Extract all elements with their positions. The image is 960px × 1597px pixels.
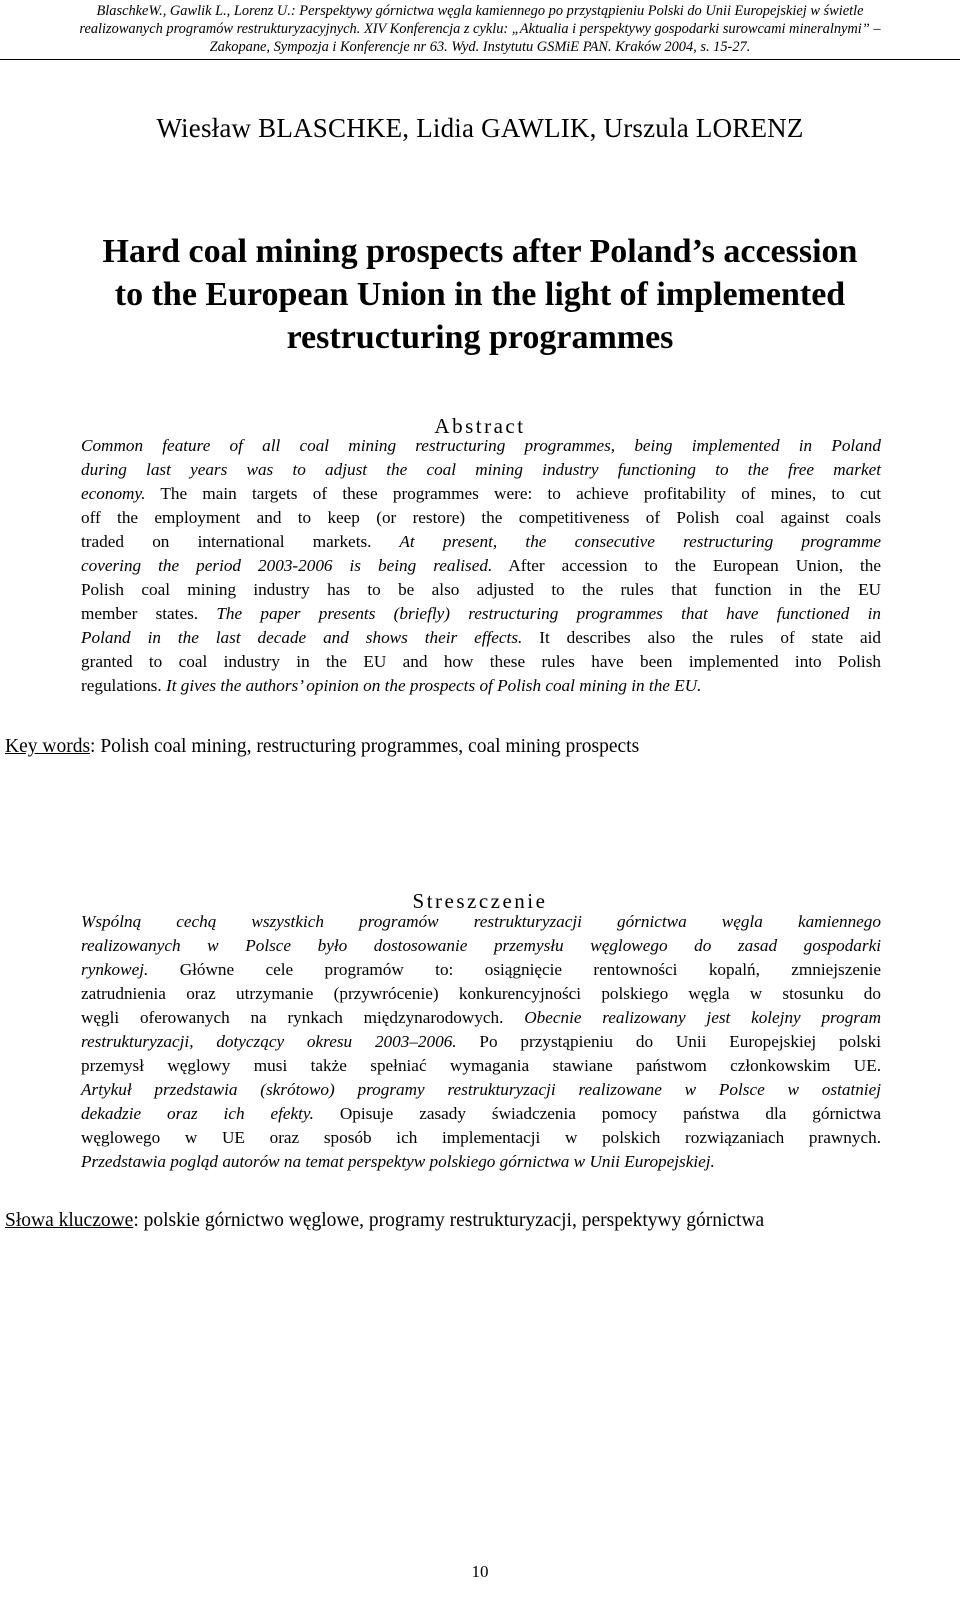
text-run: It gives the authors’ opinion on the prospects of Polish coal mining in the EU. [161, 676, 702, 695]
paragraph-line [81, 650, 881, 674]
text-run: rynkowej. [81, 960, 149, 979]
text-run: off the employment and to keep (or restore) the competitiveness of Polish coal against coals [81, 508, 881, 527]
text-run: Po przystąpieniu do Unii Europejskiej polski [456, 1032, 881, 1051]
text-run: during last years was to adjust the coal mining industry functioning to the free market [81, 460, 881, 479]
text-run: Poland in the last decade and shows their effects. [81, 628, 523, 647]
paragraph-line [81, 1102, 881, 1126]
paper-title [20, 230, 940, 359]
keywords [5, 735, 639, 759]
text-run: Główne cele programów to: osiągnięcie rentowności kopalń, zmniejszenie [148, 960, 881, 979]
text-run: At present, the consecutive restructuring programme [371, 532, 881, 551]
text-run: Obecnie realizowany jest kolejny program [503, 1008, 881, 1027]
text-run: węgli oferowanych na rynkach międzynarodowych. [81, 1008, 504, 1027]
header-divider [0, 59, 960, 60]
text-run: Artykuł przedstawia (skrótowo) programy restrukturyzacji realizowane w Polsce w ostatniej [81, 1080, 881, 1099]
paragraph-line [81, 626, 881, 650]
text-run: The paper presents (briefly) restructuring programmes that have functioned in [198, 604, 881, 623]
paragraph-line [81, 1078, 881, 1102]
text-run: Polish coal mining industry has to be also adjusted to the rules that function in the EU [81, 580, 881, 599]
abstract-heading: Abstract [434, 414, 526, 438]
text-run: economy. [81, 484, 146, 503]
authors: Wiesław BLASCHKE, Lidia GAWLIK, Urszula LORENZ [156, 113, 804, 143]
slowa-kluczowe-label: Słowa kluczowe [5, 1210, 134, 1231]
paragraph-line [81, 1030, 881, 1054]
paragraph-line [81, 958, 881, 982]
text-run: zatrudnienia oraz utrzymanie (przywrócenie) konkurencyjności polskiego węgla w stosunku do [81, 984, 881, 1003]
text-run: węglowego w UE oraz sposób ich implementacji w polskich rozwiązaniach prawnych. [81, 1128, 881, 1147]
text-run: dekadzie oraz ich efekty. [81, 1104, 314, 1123]
title-line: Hard coal mining prospects after Poland’s accession [102, 233, 858, 270]
text-run: After accession to the European Union, the [492, 556, 881, 575]
paragraph-line [81, 458, 881, 482]
abstract-body [81, 434, 881, 698]
title-line: restructuring programmes [286, 319, 674, 356]
paragraph-line [81, 674, 881, 698]
keywords-text: : Polish coal mining, restructuring programmes, coal mining prospects [90, 736, 640, 757]
paragraph-line [81, 1126, 881, 1150]
text-run: traded on international markets. [81, 532, 372, 551]
text-run: granted to coal industry in the EU and how these rules have been implemented into Polish [81, 652, 881, 671]
text-run: Przedstawia pogląd autorów na temat perspektyw polskiego górnictwa w Unii Europejskiej. [81, 1152, 715, 1171]
paragraph-line [81, 910, 881, 934]
paragraph-line [81, 506, 881, 530]
text-run: covering the period 2003-2006 is being realised. [81, 556, 493, 575]
text-run: restrukturyzacji, dotyczący okresu 2003–2006. [81, 1032, 457, 1051]
page-number: 10 [471, 1562, 489, 1581]
text-run: Common feature of all coal mining restructuring programmes, being implemented in Poland [81, 436, 881, 455]
streszczenie-heading: Streszczenie [412, 889, 548, 913]
slowa-kluczowe [5, 1209, 764, 1233]
slowa-kluczowe-text: : polskie górnictwo węglowe, programy restrukturyzacji, perspektywy górnictwa [133, 1210, 765, 1231]
citation-line: BlaschkeW., Gawlik L., Lorenz U.: Perspektywy górnictwa węgla kamiennego po przystąpieniu Polski do Unii Europejskiej w świetle [96, 3, 864, 19]
citation-line: Zakopane, Sympozja i Konferencje nr 63. Wyd. Instytutu GSMiE PAN. Kraków 2004, s. 15-27. [209, 39, 751, 55]
citation-header [0, 0, 960, 56]
text-run: regulations. [81, 676, 162, 695]
text-run: member states. [81, 604, 199, 623]
keywords-label: Key words [5, 736, 91, 757]
text-run: Wspólną cechą wszystkich programów restrukturyzacji górnictwa węgla kamiennego [81, 912, 881, 931]
text-run: The main targets of these programmes were: to achieve profitability of mines, to cut [145, 484, 881, 503]
text-run: przemysł węglowy musi także spełniać wymagania stawiane państwom członkowskim UE. [81, 1056, 881, 1075]
text-run: Opisuje zasady świadczenia pomocy państwa dla górnictwa [313, 1104, 881, 1123]
citation-line: realizowanych programów restrukturyzacyjnych. XIV Konferencja z cyklu: „Aktualia i perspektywy gospodarki surowcami mineralnymi” – [79, 21, 881, 37]
paragraph-line [81, 602, 881, 626]
title-line: to the European Union in the light of implemented [114, 276, 846, 313]
paragraph-line [81, 1054, 881, 1078]
text-run: It describes also the rules of state aid [522, 628, 881, 647]
paragraph-line [81, 578, 881, 602]
paragraph-line [81, 1006, 881, 1030]
text-run: realizowanych w Polsce było dostosowanie przemysłu węglowego do zasad gospodarki [81, 936, 881, 955]
streszczenie-body [81, 910, 881, 1174]
paragraph-line [81, 934, 881, 958]
paragraph-line [81, 434, 881, 458]
paragraph-line [81, 1150, 881, 1174]
paragraph-line [81, 554, 881, 578]
paragraph-line [81, 482, 881, 506]
paragraph-line [81, 982, 881, 1006]
paragraph-line [81, 530, 881, 554]
